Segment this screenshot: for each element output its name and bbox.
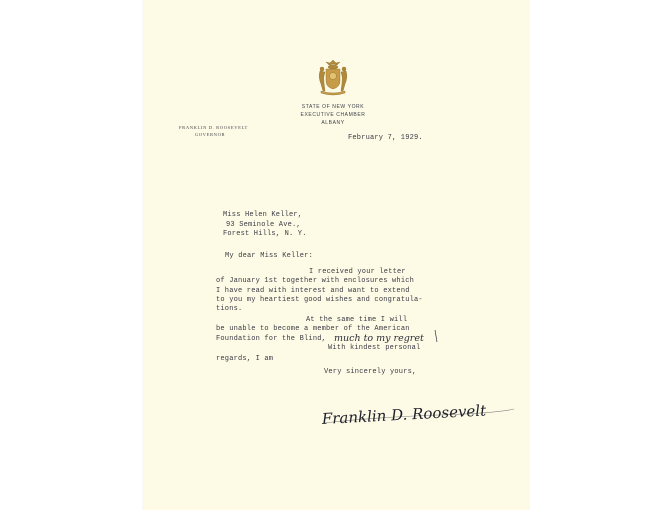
paragraph-3-line-2: regards, I am — [216, 355, 274, 364]
letter-date: February 7, 1929. — [348, 134, 423, 142]
salutation: My dear Miss Keller: — [225, 252, 314, 260]
letter-paper — [143, 0, 529, 510]
handwritten-regret-text: much to my regret — [334, 333, 424, 344]
sender-name: FRANKLIN D. ROOSEVELT — [179, 125, 248, 130]
paragraph-1-line-1: I received your letter — [309, 268, 406, 276]
signature — [318, 395, 518, 435]
paragraph-1-line-2: of January 1st together with enclosures which — [216, 277, 415, 286]
paragraph-2-line-3: Foundation for the Blind, — [216, 334, 327, 343]
paragraph-2-line-2: be unable to become a member of the American — [216, 325, 410, 334]
state-seal-icon — [313, 57, 353, 97]
closing: Very sincerely yours, — [324, 368, 417, 376]
letterhead-state: STATE OF NEW YORK — [301, 104, 365, 110]
recipient-address — [223, 211, 307, 240]
paragraph-1-line-5: tions. — [216, 305, 243, 314]
sender-block — [179, 124, 248, 138]
letterhead-city: ALBANY — [321, 120, 345, 126]
sender-title: GOVERNOR — [194, 132, 226, 137]
paragraph-1 — [216, 268, 423, 314]
letterhead — [277, 103, 389, 127]
paragraph-2-line-1: At the same time I will — [306, 316, 408, 324]
letterhead-chamber: EXECUTIVE CHAMBER — [300, 112, 366, 118]
paragraph-3 — [216, 344, 420, 365]
paragraph-3-line-1: With kindest personal — [328, 344, 421, 352]
recipient-street: 93 Seminole Ave., — [226, 220, 301, 229]
recipient-name: Miss Helen Keller, — [223, 211, 303, 219]
signature-text: Franklin D. Roosevelt — [321, 401, 487, 429]
recipient-city: Forest Hills, N. Y. — [223, 230, 307, 238]
paragraph-1-line-3: I have read with interest and want to extend — [216, 286, 410, 295]
paragraph-1-line-4: to you my heartiest good wishes and congratula- — [216, 295, 423, 304]
